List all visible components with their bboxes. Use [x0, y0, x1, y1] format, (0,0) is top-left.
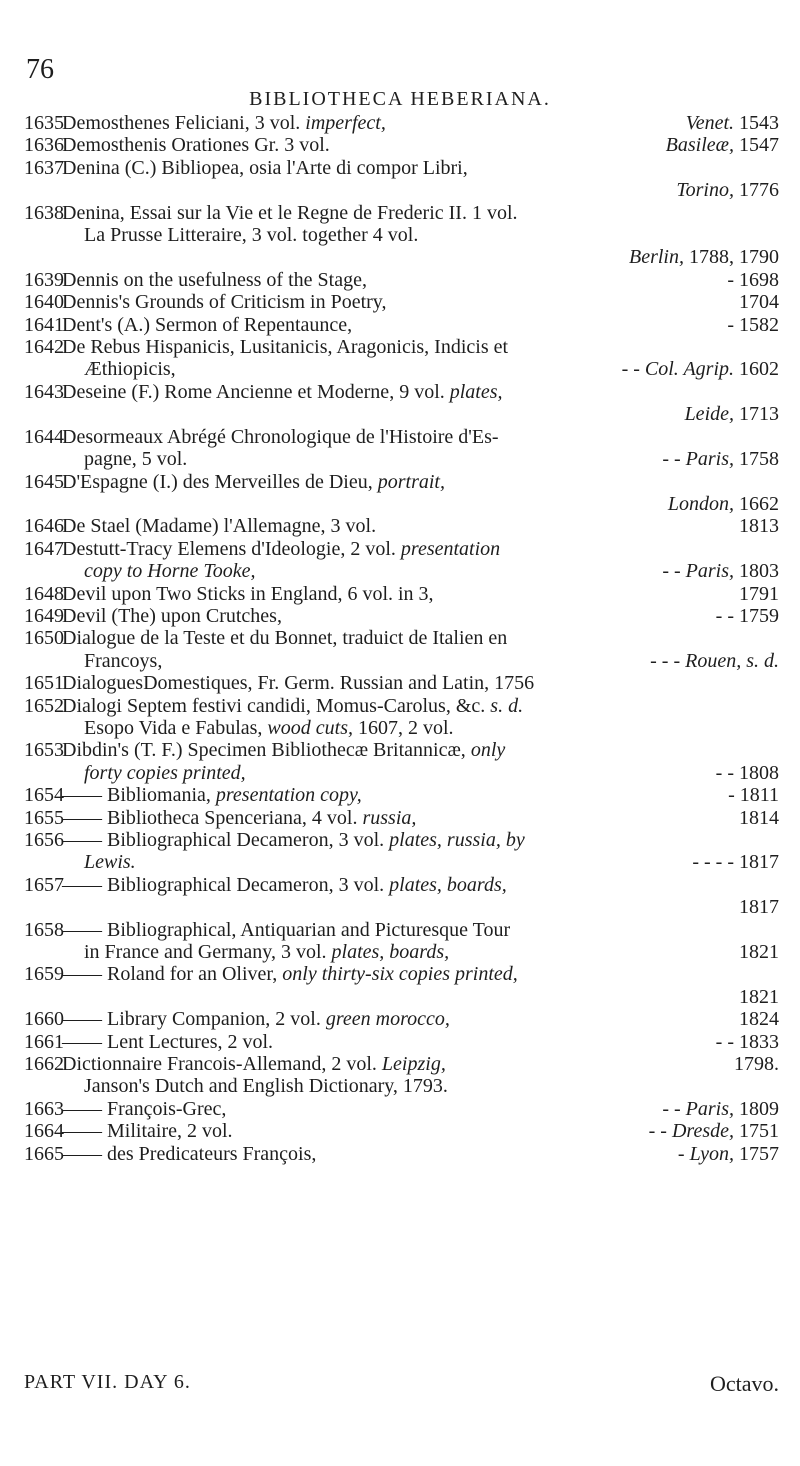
entry-line [62, 1143, 779, 1165]
lot-number: 1659 [24, 963, 64, 986]
entry-italic-note: plates, [449, 380, 503, 403]
entry-text: Esopo Vida e Fabulas, [84, 716, 268, 739]
catalogue-entry [24, 784, 779, 806]
catalogue-entry [24, 695, 779, 740]
entry-line [62, 493, 779, 515]
entry-lines [62, 314, 779, 336]
catalogue-entries [24, 112, 779, 1165]
entry-lines [62, 1031, 779, 1053]
entry-lines [62, 134, 779, 156]
imprint-date: 1821 [739, 941, 779, 964]
entry-line [84, 1075, 779, 1097]
imprint [662, 1098, 779, 1120]
imprint-date: 1547 [734, 134, 779, 157]
imprint-place: Leide, [684, 403, 734, 426]
entry-text: DialoguesDomestiques, Fr. Germ. Russian and Latin, 1756 [62, 672, 535, 695]
entry-lines [62, 1008, 779, 1030]
imprint-place: Lyon, [689, 1142, 734, 1165]
lot-number: 1653 [24, 739, 64, 762]
catalogue-entry [24, 739, 779, 784]
lot-number: 1643 [24, 380, 64, 403]
entry-lines [62, 605, 779, 627]
imprint-place: Paris, [685, 448, 734, 471]
lot-number: 1654 [24, 784, 64, 807]
imprint-date: 1791 [739, 582, 779, 605]
imprint [662, 448, 779, 470]
entry-italic-text: Lewis. [84, 851, 136, 874]
imprint-place: Venet. [685, 112, 734, 134]
entry-line [62, 112, 779, 134]
catalogue-entry [24, 471, 779, 516]
lot-number: 1656 [24, 829, 64, 851]
lot-number: 1660 [24, 1008, 64, 1031]
lot-number: 1644 [24, 425, 64, 448]
imprint-dashes: - - [715, 761, 739, 784]
entry-text: Dictionnaire Francois-Allemand, 2 vol. [62, 1053, 382, 1076]
entry-line [62, 739, 779, 761]
page-number: 76 [26, 54, 54, 85]
entry-italic-note: Leipzig, [381, 1053, 446, 1076]
entry-text: —— Bibliotheca Spenceriana, 4 vol. [62, 806, 363, 829]
entry-line [62, 157, 779, 179]
imprint-date: 1704 [739, 291, 779, 314]
entry-text: Francoys, [84, 649, 163, 672]
catalogue-entry [24, 314, 779, 336]
imprint-place: Torino, [676, 179, 734, 202]
entry-line [84, 560, 779, 582]
entry-text-tail: 1607, 2 vol. [352, 716, 454, 739]
entry-lines [62, 695, 779, 740]
entry-line [62, 896, 779, 918]
lot-number: 1637 [24, 156, 64, 179]
entry-line [62, 963, 779, 985]
lot-number: 1636 [24, 134, 64, 157]
imprint-date: - - 1833 [715, 1030, 779, 1053]
entry-italic-note: only [470, 739, 506, 762]
catalogue-entry [24, 605, 779, 627]
entry-text: De Stael (Madame) l'Allemagne, 3 vol. [62, 515, 377, 538]
catalogue-entry [24, 963, 779, 1008]
lot-number: 1635 [24, 112, 64, 134]
entry-line [62, 202, 779, 224]
catalogue-entry [24, 919, 779, 964]
entry-italic-note: portrait, [377, 470, 445, 493]
imprint [739, 291, 779, 313]
entry-lines [62, 829, 779, 874]
imprint-date: 1662 [734, 492, 779, 515]
entry-text: Denina, Essai sur la Vie et le Regne de Frederic II. 1 vol. [62, 201, 518, 224]
catalogue-entry [24, 829, 779, 874]
entry-text: La Prusse Litteraire, 3 vol. together 4 vol. [84, 224, 419, 247]
entry-italic-note: only thirty-six copies printed, [282, 963, 518, 986]
entry-lines [62, 515, 779, 537]
imprint [692, 851, 779, 873]
imprint-date: 1713 [734, 403, 779, 426]
catalogue-entry [24, 874, 779, 919]
entry-line [62, 1098, 779, 1120]
entry-italic-note: plates, boards, [389, 873, 507, 896]
imprint-date: - 1582 [727, 313, 779, 336]
lot-number: 1662 [24, 1053, 64, 1076]
catalogue-entry [24, 1120, 779, 1142]
entry-lines [62, 336, 779, 381]
imprint-place: London, [667, 492, 734, 515]
entry-text: —— Roland for an Oliver, [62, 963, 283, 986]
imprint [739, 583, 779, 605]
entry-text: —— Militaire, 2 vol. [62, 1120, 233, 1143]
lot-number: 1647 [24, 537, 64, 560]
imprint [676, 179, 779, 201]
imprint-place: Basileæ, [665, 134, 734, 157]
imprint [666, 134, 779, 156]
imprint-date: 1803 [734, 560, 779, 583]
imprint [622, 358, 779, 380]
imprint-place: Paris, [685, 560, 734, 583]
entry-lines [62, 672, 779, 694]
lot-number: 1665 [24, 1142, 64, 1165]
entry-lines [62, 874, 779, 919]
entry-line [62, 246, 779, 268]
imprint-date: 1543 [734, 112, 779, 134]
catalogue-entry [24, 1053, 779, 1098]
entry-lines [62, 157, 779, 202]
entry-lines [62, 739, 779, 784]
page-footer [24, 1371, 779, 1394]
imprint [686, 112, 779, 134]
lot-number: 1651 [24, 672, 64, 695]
entry-line [62, 784, 779, 806]
lot-number: 1639 [24, 268, 64, 291]
entry-italic-note: wood cuts, [267, 716, 353, 739]
entry-text: Demosthenis Orationes Gr. 3 vol. [62, 134, 330, 157]
imprint [739, 1008, 779, 1030]
imprint-date: - 1811 [728, 784, 779, 807]
entry-text: Demosthenes Feliciani, 3 vol. [62, 112, 306, 134]
imprint [716, 762, 779, 784]
entry-text: —— François-Grec, [62, 1097, 227, 1120]
imprint-place: Dresde, [671, 1120, 734, 1143]
imprint-dashes: - - - - [692, 851, 739, 874]
entry-line [62, 605, 779, 627]
imprint-place: Paris, [685, 1097, 734, 1120]
lot-number: 1663 [24, 1097, 64, 1120]
imprint-date: - - 1759 [715, 604, 779, 627]
entry-italic-note: plates, russia, by [389, 829, 525, 851]
entry-text: —— Lent Lectures, 2 vol. [62, 1030, 274, 1053]
entry-line [62, 1053, 779, 1075]
lot-number: 1646 [24, 515, 64, 538]
catalogue-entry [24, 202, 779, 269]
entry-lines [62, 784, 779, 806]
entry-lines [62, 1143, 779, 1165]
imprint-date: 1602 [734, 358, 779, 381]
entry-line [62, 179, 779, 201]
entry-italic-note: imperfect, [305, 112, 386, 134]
imprint-date: 1813 [739, 515, 779, 538]
entry-line [62, 515, 779, 537]
entry-line [62, 874, 779, 896]
entry-italic-note: presentation copy, [215, 784, 362, 807]
entry-text: De Rebus Hispanicis, Lusitanicis, Aragonicis, Indicis et [62, 336, 509, 359]
imprint [739, 807, 779, 829]
entry-italic-text: copy to Horne Tooke, [84, 560, 256, 583]
entry-text: —— des Predicateurs François, [62, 1142, 317, 1165]
imprint [728, 784, 779, 806]
lot-number: 1638 [24, 201, 64, 224]
lot-number: 1650 [24, 627, 64, 650]
imprint [668, 493, 779, 515]
catalogue-entry [24, 807, 779, 829]
entry-italic-note: presentation [400, 537, 501, 560]
entry-text: Janson's Dutch and English Dictionary, 1793. [84, 1075, 448, 1098]
imprint-date: 1751 [734, 1120, 779, 1143]
lot-number: 1640 [24, 291, 64, 314]
entry-line [84, 941, 779, 963]
entry-line [62, 583, 779, 605]
entry-line [62, 1008, 779, 1030]
catalogue-entry [24, 515, 779, 537]
entry-text: —— Bibliomania, [62, 784, 216, 807]
imprint-place: Col. Agrip. [644, 358, 734, 381]
entry-line [62, 1031, 779, 1053]
imprint-dashes: - - [662, 1097, 686, 1120]
entry-line [62, 627, 779, 649]
entry-line [62, 695, 779, 717]
lot-number: 1642 [24, 336, 64, 359]
entry-line [62, 134, 779, 156]
entry-italic-note: plates, boards, [331, 941, 450, 964]
imprint-dashes: - - [621, 358, 645, 381]
entry-line [62, 291, 779, 313]
imprint-place: Rouen, s. d. [685, 649, 779, 672]
entry-text: Devil (The) upon Crutches, [62, 604, 282, 627]
footer-format: Octavo. [709, 1371, 779, 1396]
catalogue-entry [24, 381, 779, 426]
entry-line [62, 538, 779, 560]
entry-line [62, 471, 779, 493]
imprint-date: 1817 [739, 896, 779, 919]
entry-lines [62, 583, 779, 605]
entry-line [84, 224, 779, 246]
entry-lines [62, 807, 779, 829]
imprint-date: 1821 [739, 985, 779, 1008]
entry-line [62, 314, 779, 336]
entry-text: Devil upon Two Sticks in England, 6 vol. in 3, [62, 582, 434, 605]
imprint-date: 1824 [739, 1008, 779, 1031]
lot-number: 1652 [24, 694, 64, 717]
entry-line [62, 269, 779, 291]
entry-lines [62, 1120, 779, 1142]
entry-text: —— Bibliographical Decameron, 3 vol. [62, 829, 390, 851]
entry-text: Dialogi Septem festivi candidi, Momus-Carolus, &c. [62, 694, 491, 717]
entry-text: Desormeaux Abrégé Chronologique de l'Histoire d'Es- [62, 425, 499, 448]
imprint-place: Berlin, [629, 246, 684, 269]
entry-lines [62, 1053, 779, 1098]
imprint [734, 1053, 779, 1075]
entry-text: Dent's (A.) Sermon of Repentaunce, [62, 313, 353, 336]
imprint [739, 986, 779, 1008]
catalogue-entry [24, 112, 779, 134]
imprint-date: 1758 [734, 448, 779, 471]
imprint [716, 605, 779, 627]
footer-part-day: PART VII. DAY 6. [24, 1371, 191, 1393]
entry-italic-note: russia, [362, 806, 417, 829]
imprint [678, 1143, 779, 1165]
entry-line [62, 403, 779, 425]
catalogue-entry [24, 1143, 779, 1165]
entry-lines [62, 269, 779, 291]
entry-text: Dialogue de la Teste et du Bonnet, traduict de Italien en [62, 627, 508, 650]
entry-line [62, 426, 779, 448]
imprint [629, 246, 779, 268]
imprint-dashes: - [677, 1142, 690, 1165]
entry-line [62, 672, 779, 694]
entry-line [84, 650, 779, 672]
entry-lines [62, 202, 779, 269]
entry-lines [62, 963, 779, 1008]
entry-text: pagne, 5 vol. [84, 448, 188, 471]
lot-number: 1661 [24, 1030, 64, 1053]
entry-line [84, 448, 779, 470]
entry-lines [62, 291, 779, 313]
imprint-dashes: - - - [650, 649, 686, 672]
entry-italic-text: forty copies printed, [84, 761, 246, 784]
imprint-date: 1788, 1790 [684, 246, 779, 269]
entry-text: —— Bibliographical, Antiquarian and Picturesque Tour [62, 918, 511, 941]
lot-number: 1655 [24, 806, 64, 829]
imprint-date: - 1698 [727, 268, 779, 291]
entry-lines [62, 538, 779, 583]
entry-lines [62, 1098, 779, 1120]
imprint-date: 1809 [734, 1097, 779, 1120]
entry-text: D'Espagne (I.) des Merveilles de Dieu, [62, 470, 378, 493]
entry-text: Dennis's Grounds of Criticism in Poetry, [62, 291, 387, 314]
imprint [739, 941, 779, 963]
catalogue-entry [24, 291, 779, 313]
entry-line [62, 919, 779, 941]
catalogue-entry [24, 583, 779, 605]
entry-line [84, 358, 779, 380]
entry-text: in France and Germany, 3 vol. [84, 941, 332, 964]
imprint [739, 515, 779, 537]
entry-text: Dennis on the usefulness of the Stage, [62, 268, 367, 291]
imprint [650, 650, 779, 672]
entry-italic-note: s. d. [490, 694, 524, 717]
catalogue-entry [24, 627, 779, 672]
entry-line [84, 762, 779, 784]
entry-lines [62, 471, 779, 516]
entry-text: Deseine (F.) Rome Ancienne et Moderne, 9 vol. [62, 380, 450, 403]
imprint [662, 560, 779, 582]
entry-line [84, 717, 779, 739]
lot-number: 1658 [24, 918, 64, 941]
entry-lines [62, 112, 779, 134]
entry-line [62, 1120, 779, 1142]
lot-number: 1641 [24, 313, 64, 336]
imprint-date: 1808 [739, 761, 779, 784]
catalogue-entry [24, 1098, 779, 1120]
entry-lines [62, 919, 779, 964]
entry-lines [62, 381, 779, 426]
imprint-date: 1798. [734, 1053, 779, 1076]
entry-lines [62, 426, 779, 471]
entry-line [62, 336, 779, 358]
entry-line [62, 829, 779, 851]
imprint [739, 896, 779, 918]
entry-text: —— Bibliographical Decameron, 3 vol. [62, 873, 390, 896]
imprint-dashes: - - [662, 448, 686, 471]
entry-line [84, 851, 779, 873]
catalogue-entry [24, 269, 779, 291]
lot-number: 1648 [24, 582, 64, 605]
imprint [727, 269, 779, 291]
imprint-dashes: - - [648, 1120, 672, 1143]
running-head: BIBLIOTHECA HEBERIANA. [249, 88, 551, 110]
imprint-date: 1817 [739, 851, 779, 874]
imprint-dashes: - - [662, 560, 686, 583]
catalogue-entry [24, 134, 779, 156]
entry-text: Æthiopicis, [84, 358, 176, 381]
imprint-date: 1814 [739, 806, 779, 829]
lot-number: 1645 [24, 470, 64, 493]
lot-number: 1657 [24, 873, 64, 896]
entry-text: —— Library Companion, 2 vol. [62, 1008, 326, 1031]
lot-number: 1664 [24, 1120, 64, 1143]
imprint-date: 1757 [734, 1142, 779, 1165]
entry-text: Dibdin's (T. F.) Specimen Bibliothecæ Britannicæ, [62, 739, 471, 762]
imprint [716, 1031, 779, 1053]
catalogue-entry [24, 1008, 779, 1030]
catalogue-entry [24, 538, 779, 583]
imprint [649, 1120, 779, 1142]
catalogue-entry [24, 426, 779, 471]
entry-line [62, 807, 779, 829]
entry-line [62, 381, 779, 403]
entry-line [62, 986, 779, 1008]
catalogue-entry [24, 336, 779, 381]
catalogue-entry [24, 157, 779, 202]
lot-number: 1649 [24, 604, 64, 627]
entry-italic-note: green morocco, [325, 1008, 450, 1031]
entry-lines [62, 627, 779, 672]
catalogue-entry [24, 1031, 779, 1053]
imprint [727, 314, 779, 336]
entry-text: Destutt-Tracy Elemens d'Ideologie, 2 vol. [62, 537, 401, 560]
catalogue-entry [24, 672, 779, 694]
entry-text: Denina (C.) Bibliopea, osia l'Arte di compor Libri, [62, 156, 468, 179]
imprint-date: 1776 [734, 179, 779, 202]
imprint [685, 403, 779, 425]
